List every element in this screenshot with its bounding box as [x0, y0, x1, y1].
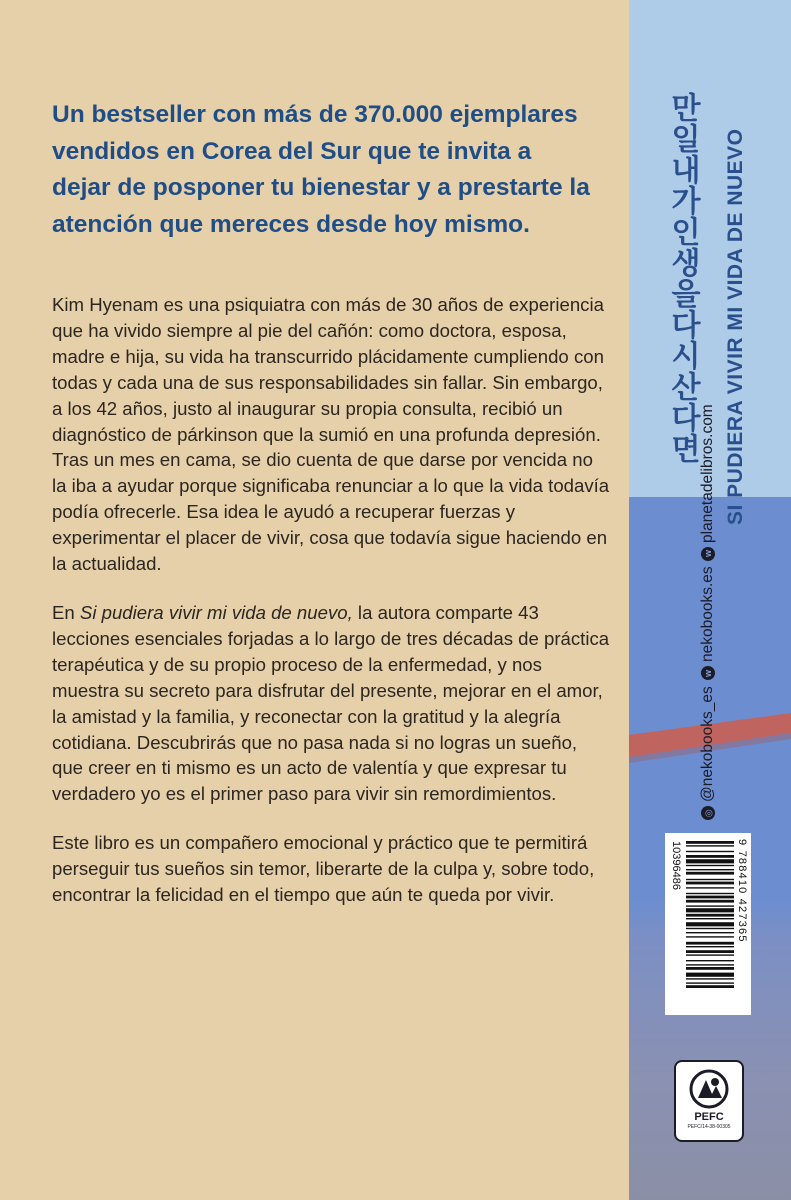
book-title-inline: Si pudiera vivir mi vida de nuevo,: [79, 601, 353, 623]
barcode-bar: [686, 918, 734, 919]
barcode-bar: [686, 865, 734, 866]
headline: Un bestseller con más de 370.000 ejemplares vendidos en Corea del Sur que te invita a dejar de posponer tu bienestar y a prestarte la atención que mereces desde hoy mismo.: [52, 101, 590, 238]
barcode-bar: [686, 982, 734, 983]
social-item-website[interactable]: [663, 567, 753, 681]
barcode-bar: [686, 851, 734, 852]
barcode-bar: [686, 914, 734, 917]
barcode-bar: [686, 946, 734, 947]
synopsis-paragraph-1: Kim Hyenam es una psiquiatra con más de 30 años de experiencia que ha vivido siempre al pie del cañón: como doctora, esposa, madre e hija, su vida ha transcurrido plácidamente cumpliendo con todas y cada una de sus responsabilidades sin fallar. Sin embargo, a los 42 años, justo al inaugurar su propia consulta, recibió un diagnóstico de párkinson que la sumió en una profunda depresión. Tras un mes en cama, se dio cuenta de que darse por vencida no la iba a ayudar porque significaba renunciar a lo que la vida todavía podía ofrecerle. Esa idea le ayudó a recuperar fuerzas y experimentar el placer de vivir, cosa que todavía sigue haciendo en la actualidad.: [52, 294, 610, 575]
product-code: 10396486: [670, 841, 682, 890]
barcode-bar: [686, 967, 734, 970]
barcode-bar: [686, 932, 734, 933]
barcode-bar: [686, 978, 734, 979]
synopsis: [52, 292, 612, 931]
barcode-bar: [686, 954, 734, 955]
barcode-bar: [686, 893, 734, 894]
barcode-bar: [686, 887, 734, 888]
spine-korean-title: 만일내가인생을다시산다면: [665, 92, 700, 464]
barcode-bars: [686, 841, 734, 988]
instagram-icon: ◎: [703, 808, 713, 818]
spine-title: SI PUDIERA VIVIR MI VIDA DE NUEVO: [724, 128, 747, 525]
book-spine: [629, 0, 791, 1200]
synopsis-paragraph-3: Este libro es un compañero emocional y práctico que te permitirá perseguir tus sueños sin temor, liberarte de la culpa y, sobre todo, encontrar la felicidad en el tiempo que aún te queda por vivir.: [52, 832, 595, 906]
barcode-bar: [686, 905, 734, 906]
barcode-bar: [686, 841, 734, 844]
barcode-bar: [686, 936, 734, 937]
barcode-bar: [686, 964, 734, 965]
barcode-bar: [686, 960, 734, 961]
barcode-graphic: [665, 833, 751, 1015]
pefc-certification: [674, 1060, 744, 1142]
social-website-planeta: planetadelibros.com: [699, 403, 716, 543]
barcode-bar: [686, 950, 734, 953]
social-item-instagram[interactable]: [663, 686, 753, 820]
pefc-tree-icon: [688, 1068, 730, 1110]
barcode-bar: [686, 879, 734, 880]
barcode-bar: [686, 896, 734, 899]
barcode-bar: [686, 882, 734, 885]
paragraph-2-prefix: En: [52, 601, 80, 623]
social-links: [663, 403, 753, 820]
paragraph-2-text: la autora comparte 43 lecciones esenciales forjadas a lo largo de tres décadas de práctica terapéutica y de su propio proceso de la enfermedad, y nos muestra su secreto para disfrutar del presente, mejorar en el amor, la amistad y la familia, y reconectar con la gratitud y la alegría cotidiana. Descubrirás que no pasa nada si no logras un sueño, que creer en ti mismo es un acto de valentía y que expresar tu verdadero yo es el primer paso para vivir sin remordimientos.: [52, 601, 610, 805]
barcode-bar: [686, 973, 734, 977]
barcode-bar: [686, 859, 734, 863]
isbn-digits: 9 788410 427365: [736, 839, 748, 943]
barcode: [665, 833, 751, 1015]
barcode-bar: [686, 928, 734, 929]
pefc-code: PEFC/14-38-00305: [687, 1124, 731, 1130]
barcode-bar: [686, 855, 734, 858]
web-icon: w: [701, 666, 715, 680]
barcode-bar: [686, 942, 734, 945]
social-item-publisher[interactable]: [663, 404, 753, 561]
barcode-bar: [686, 922, 734, 926]
barcode-bar: [686, 908, 734, 912]
barcode-bar: [686, 872, 734, 875]
barcode-bar: [686, 985, 734, 988]
barcode-bar: [686, 869, 734, 870]
synopsis-paragraph-2: [52, 600, 612, 807]
social-website-nekobooks: nekobooks.es: [699, 566, 716, 663]
social-handle-instagram: @nekobooks_es: [699, 686, 716, 802]
barcode-bar: [686, 845, 734, 846]
pefc-label: PEFC: [694, 1111, 724, 1123]
barcode-bar: [686, 900, 734, 903]
web-icon: w: [701, 547, 715, 561]
